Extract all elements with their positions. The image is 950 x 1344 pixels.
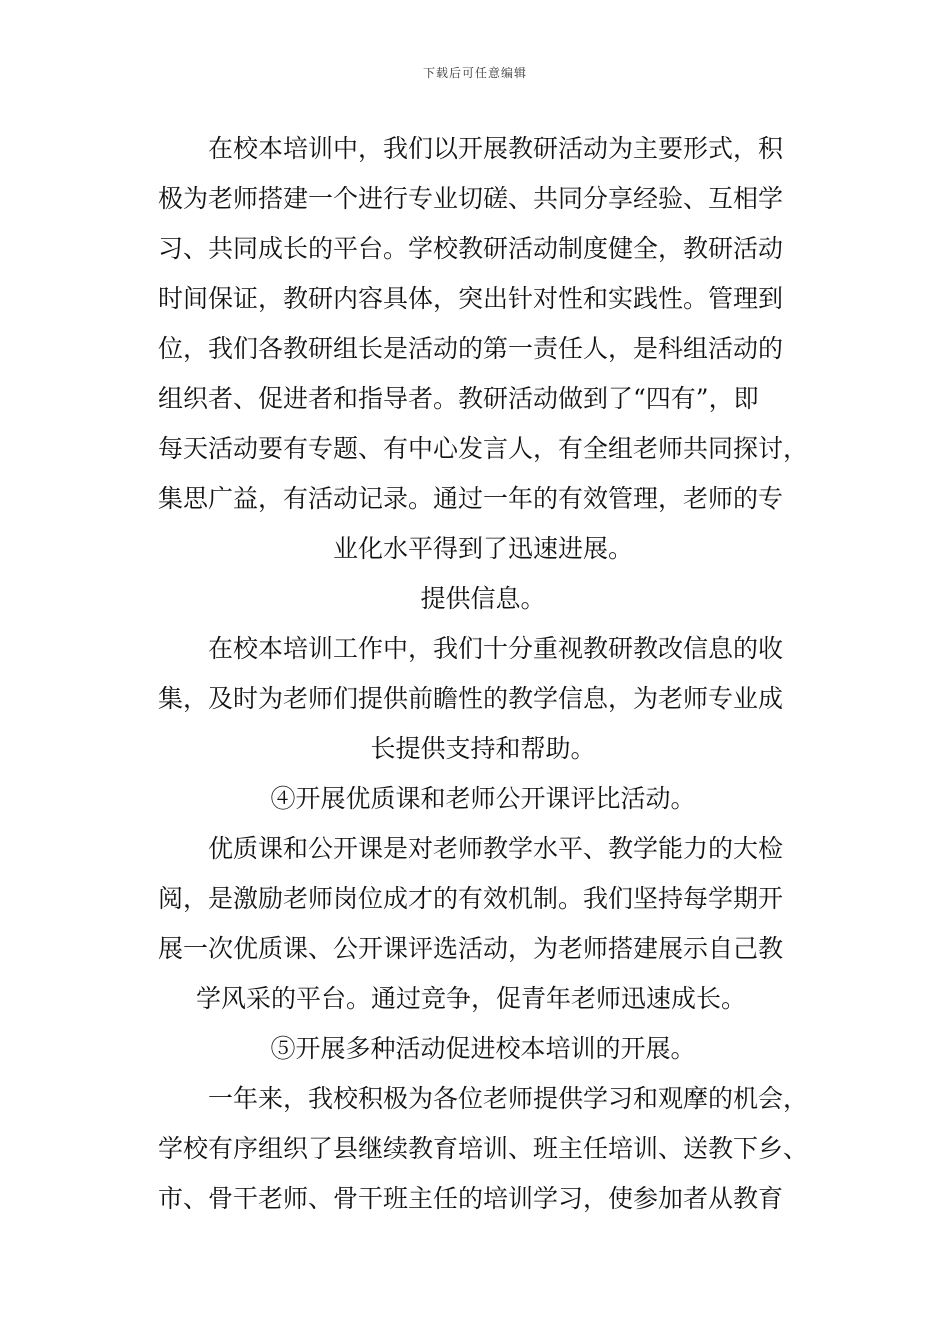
text-line: 业化水平得到了迅速进展。 [332, 534, 633, 563]
text-line: 一年来，我校积极为各位老师提供学习和观摩的机会， [208, 1084, 809, 1113]
text-line: 集思广益，有活动记录。通过一年的有效管理，老师的专 [158, 484, 784, 513]
text-line: 优质课和公开课是对老师教学水平、教学能力的大检 [208, 834, 784, 863]
document-body [158, 124, 808, 1224]
text-line: 市、骨干老师、骨干班主任的培训学习，使参加者从教育 [158, 1184, 784, 1213]
text-line: 在校本培训工作中，我们十分重视教研教改信息的收 [208, 634, 784, 663]
text-line: ⑤开展多种活动促进校本培训的开展。 [270, 1034, 696, 1063]
text-line: 长提供支持和帮助。 [370, 734, 596, 763]
text-line: 位，我们各教研组长是活动的第一责任人，是科组活动的 [158, 334, 784, 363]
text-line: 集，及时为老师们提供前瞻性的教学信息，为老师专业成 [158, 684, 784, 713]
text-line: 组织者、促进者和指导者。教研活动做到了“四有”，即 [158, 384, 759, 413]
page-header: 下载后可任意编辑 [422, 66, 527, 80]
text-line: 时间保证，教研内容具体，突出针对性和实践性。管理到 [158, 284, 784, 313]
text-line: 展一次优质课、公开课评选活动，为老师搭建展示自己教 [158, 934, 784, 963]
text-line: 习、共同成长的平台。学校教研活动制度健全，教研活动 [158, 234, 784, 263]
text-line: 极为老师搭建一个进行专业切磋、共同分享经验、互相学 [158, 184, 784, 213]
text-line: ④开展优质课和老师公开课评比活动。 [270, 784, 696, 813]
text-line: 提供信息。 [420, 584, 546, 613]
text-line: 学校有序组织了县继续教育培训、班主任培训、送教下乡、 [158, 1134, 809, 1163]
text-line: 每天活动要有专题、有中心发言人，有全组老师共同探讨， [158, 434, 809, 463]
text-line: 学风采的平台。通过竞争，促青年老师迅速成长。 [196, 984, 747, 1013]
text-line: 在校本培训中，我们以开展教研活动为主要形式，积 [208, 134, 784, 163]
text-line: 阅，是激励老师岗位成才的有效机制。我们坚持每学期开 [158, 884, 784, 913]
